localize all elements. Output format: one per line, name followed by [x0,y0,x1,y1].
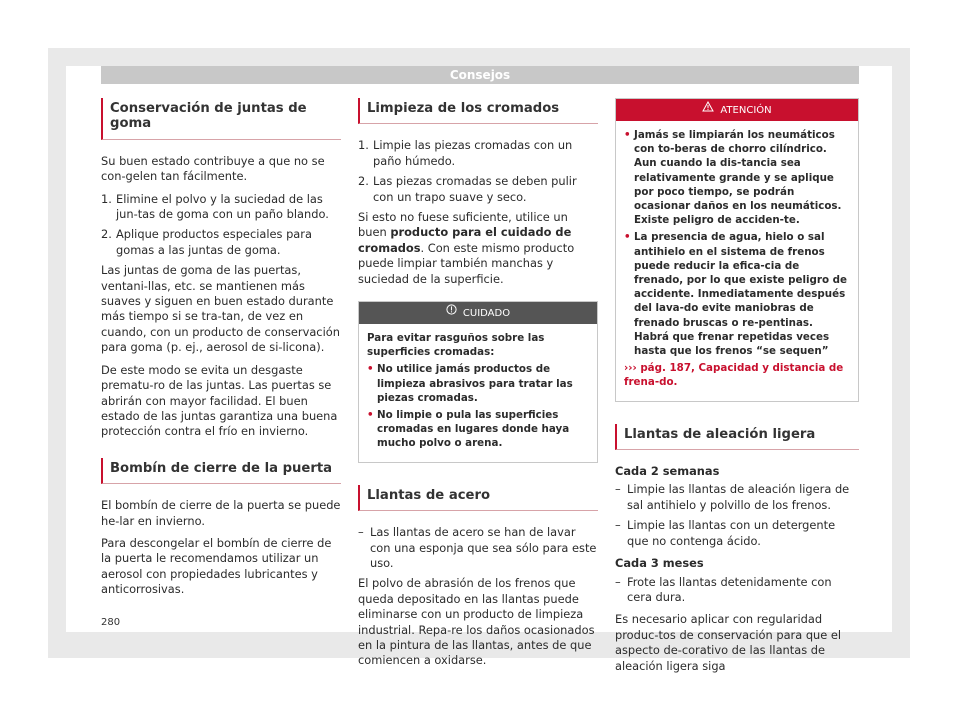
list-item: 2. Aplique productos especiales para gomas a las juntas de goma. [101,227,312,257]
caution-header: CUIDADO [359,302,597,324]
list-item: – Limpie las llantas con un detergente que no contenga ácido. [615,518,836,548]
paragraph: Las juntas de goma de las puertas, ventani-llas, etc. se mantienen más suaves y siguen en buen estado durante más tiempo si se tra-tan, de vez en cuando, con un producto de conservación para goma (p. ej., aerosol de si-licona). [101,263,340,355]
section-title-juntas: Conservación de juntas de goma [101,98,341,140]
list-item: – Las llantas de acero se han de lavar con una esponja que sea sólo para este uso. [358,525,597,570]
column-3 [615,98,859,681]
subheading: Cada 2 semanas [615,464,720,479]
list-item: – Limpie las llantas de aleación ligera de sal antihielo y polvillo de los frenos. [615,482,850,512]
chapter-header: Consejos [101,66,859,84]
list-item: 1. Limpie las piezas cromadas con un paño húmedo. [358,138,573,168]
list-item: 2. Las piezas cromadas se deben pulir con un trapo suave y seco. [358,174,577,204]
list-item: – Frote las llantas detenidamente con cera dura. [615,574,832,604]
page-reference-link[interactable]: ››› pág. 187, Capacidad y distancia de frena-do. [624,362,844,389]
caution-bullet: • No utilice jamás productos de limpieza abrasivos para tratar las piezas cromadas. [367,363,573,404]
paragraph: Su buen estado contribuye a que no se con-gelen tan fácilmente. [101,153,325,184]
warning-bullet: • Jamás se limpiarán los neumáticos con to-beras de chorro cilíndrico. Aun cuando la dis-tancia sea relativamente grande y se aplique por poco tiempo, se podrán ocasionar daños en los neumáticos. Existe peligro de acciden-te. [624,129,842,227]
section-title-bombin: Bombín de cierre de la puerta [101,458,341,484]
section-title-cromados: Limpieza de los cromados [358,98,598,124]
caution-box [358,301,598,463]
paragraph: El polvo de abrasión de los frenos que queda depositado en las llantas puede eliminarse con un producto de limpieza industrial. Repa-re los daños ocasionados en la pintura de las llantas, antes de que comiencen a oxidarse. [358,576,595,668]
warning-triangle-icon [702,99,714,121]
section-title-aleacion: Llantas de aleación ligera [615,424,859,450]
info-circle-icon [446,302,457,324]
paragraph: Si esto no fuese suficiente, utilice un buen producto para el cuidado de cromados. Con este mismo producto puede limpiar también manchas y suciedad de la superficie. [358,210,575,286]
paragraph: Es necesario aplicar con regularidad produc-tos de conservación para que el aspecto de-corativo de las llantas de aleación ligera siga [615,612,842,673]
subheading: Cada 3 meses [615,556,704,571]
list-item: 1. Elimine el polvo y la suciedad de las jun-tas de goma con un paño blando. [101,191,329,222]
paragraph: El bombín de cierre de la puerta se puede he-lar en invierno. [101,498,341,528]
page-number: 280 [101,617,121,628]
warning-bullet: • La presencia de agua, hielo o sal antihielo en el sistema de frenos puede reducir la efica-cia de frenado, por lo que existe peligro de accidente. Inmediatamente después del lava-do evite maniobras de frenado bruscas o re-pentinas. Habrá que frenar repetidas veces hasta que los frenos “se sequen” [624,231,847,358]
paragraph: Para descongelar el bombín de cierre de la puerta le recomendamos utilizar un aerosol con propiedades lubricantes y anticorrosivas. [101,535,332,597]
warning-header: ATENCIÓN [616,99,858,121]
caution-body: Para evitar rasguños sobre las superficies cromadas: • No utilice jamás productos de limpieza abrasivos para tratar las piezas cromadas. • No limpie o pula las superficies cromadas en lugares donde haya mucho polvo o arena. [359,324,597,462]
paragraph: De este modo se evita un desgaste prematu-ro de las juntas. Las puertas se abrirán con mayor facilidad. El buen estado de las juntas garantiza una buena protección contra el frío en invierno. [101,362,338,439]
warning-body [616,121,858,401]
caution-bullet: • No limpie o pula las superficies cromadas en lugares donde haya mucho polvo o arena. [367,409,570,450]
column-1 [101,98,341,605]
warning-box [615,98,859,402]
section-title-acero: Llantas de acero [358,485,598,511]
column-2 [358,98,598,676]
